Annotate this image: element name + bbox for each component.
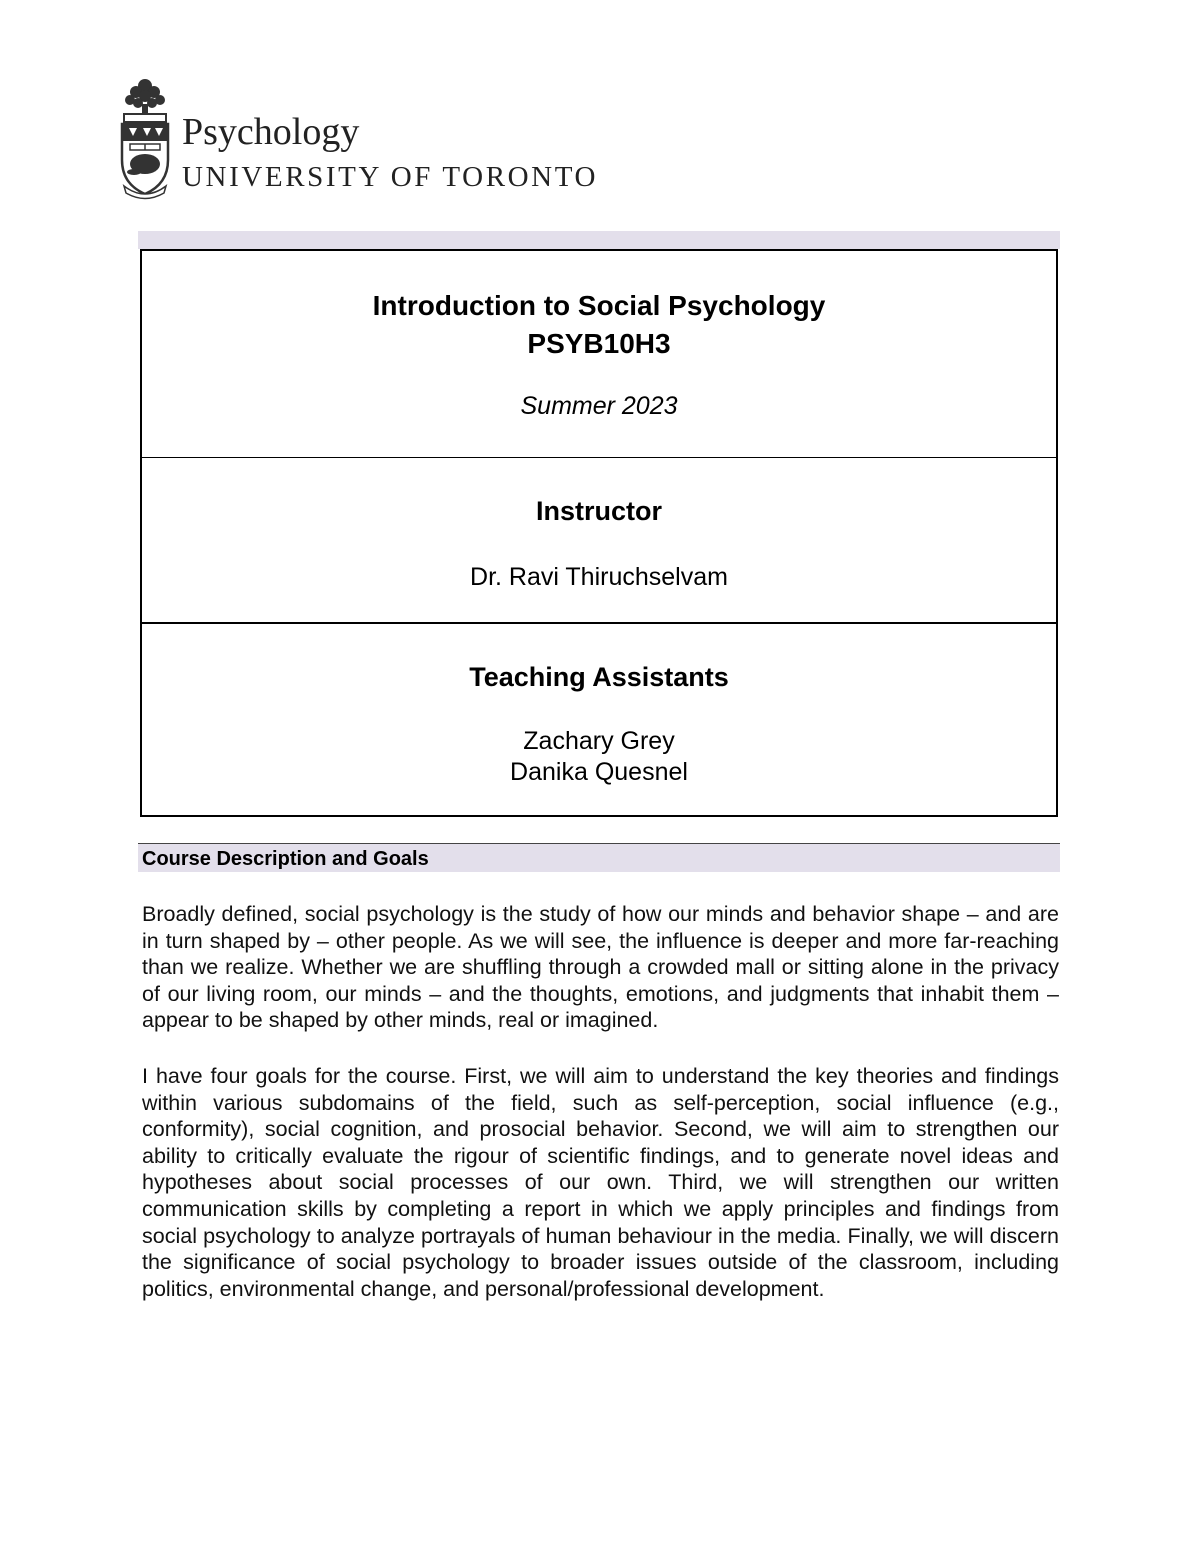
teaching-assistant-name: Zachary Grey xyxy=(523,727,675,755)
teaching-assistant-name: Danika Quesnel xyxy=(510,758,688,786)
course-title: Introduction to Social Psychology xyxy=(372,290,826,321)
university-logo xyxy=(118,76,678,200)
section-header-bar xyxy=(138,843,1060,872)
logo-university-text: UNIVERSITY OF TORONTO xyxy=(182,161,599,193)
goals-paragraph: I have four goals for the course. First, we will aim to understand the key theories and findings within various subdomains of the field, such as self-perception, social influence (e.g., conformity), social cognition, and prosocial behavior. Second, we will aim to strengthen our ability to critically evaluate the rigour of scientific findings, and to generate novel ideas and hypotheses about social processes of our own. Third, we will strengthen our written communication skills by completing a report in which we apply principles and findings from social psychology to analyze portrayals of human behaviour in the media. Finally, we will discern the significance of social psychology to broader issues outside of the classroom, including politics, environmental change, and personal/professional development. xyxy=(142,1064,1059,1301)
course-info-box xyxy=(140,249,1058,817)
teaching-assistants-heading: Teaching Assistants xyxy=(469,662,729,692)
top-shaded-band xyxy=(138,231,1060,249)
course-term: Summer 2023 xyxy=(520,392,678,420)
instructor-section xyxy=(142,458,1056,624)
instructor-name: Dr. Ravi Thiruchselvam xyxy=(470,563,728,591)
crest-icon xyxy=(118,76,172,200)
logo-department-text: Psychology xyxy=(182,111,360,153)
teaching-assistants-section xyxy=(142,624,1056,815)
course-code: PSYB10H3 xyxy=(527,328,671,359)
section-heading: Course Description and Goals xyxy=(142,848,429,870)
description-paragraph: Broadly defined, social psychology is the study of how our minds and behavior shape – and are in turn shaped by – other people. As we will see, the influence is deeper and more far-reaching than we realize. Whether we are shuffling through a crowded mall or sitting alone in the privacy of our living room, our minds – and the thoughts, emotions, and judgments that inhabit them – appear to be shaped by other minds, real or imagined. xyxy=(142,902,1059,1033)
course-section xyxy=(142,251,1056,458)
instructor-heading: Instructor xyxy=(535,496,662,526)
